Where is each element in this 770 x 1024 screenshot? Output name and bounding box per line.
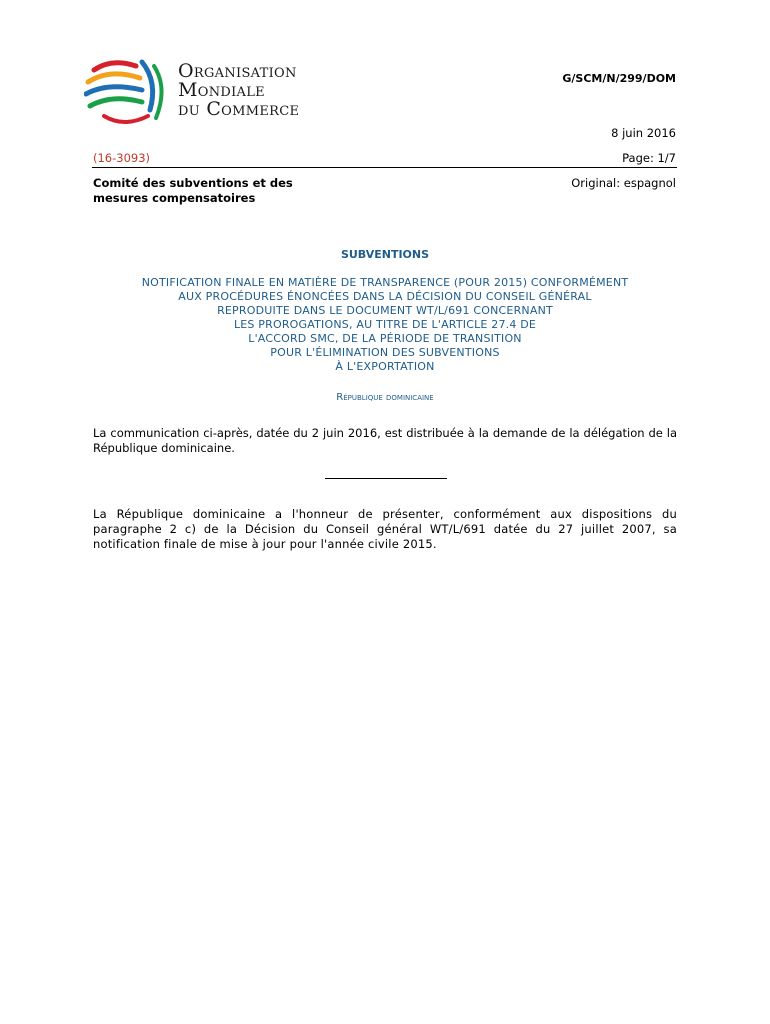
document-symbol: G/SCM/N/299/DOM bbox=[562, 72, 676, 85]
committee-name: Comité des subventions et des mesures compensatoires bbox=[93, 176, 293, 205]
subtitle-line: POUR L'ÉLIMINATION DES SUBVENTIONS bbox=[270, 346, 500, 359]
organization-line-2: Mondiale bbox=[178, 79, 265, 101]
document-subtitle bbox=[100, 276, 670, 374]
organization-line-1: Organisation bbox=[178, 60, 297, 82]
section-separator bbox=[325, 478, 447, 479]
document-date: 8 juin 2016 bbox=[611, 126, 676, 140]
subtitle-line: L'ACCORD SMC, DE LA PÉRIODE DE TRANSITION bbox=[248, 332, 522, 345]
intro-paragraph: La communication ci-après, datée du 2 juin 2016, est distribuée à la demande de la délégation de la République dominicaine. bbox=[93, 426, 677, 455]
country-name: République dominicaine bbox=[336, 392, 434, 403]
subtitle-line: AUX PROCÉDURES ÉNONCÉES DANS LA DÉCISION DU CONSEIL GÉNÉRAL bbox=[178, 290, 592, 303]
document-title: SUBVENTIONS bbox=[340, 248, 430, 261]
header-divider bbox=[92, 167, 677, 168]
page-number: Page: 1/7 bbox=[622, 151, 676, 165]
subtitle-line: LES PROROGATIONS, AU TITRE DE L'ARTICLE 27.4 DE bbox=[233, 318, 537, 331]
subtitle-line: À L'EXPORTATION bbox=[335, 360, 435, 373]
wto-logo bbox=[84, 56, 334, 132]
subtitle-line: REPRODUITE DANS LE DOCUMENT WT/L/691 CONCERNANT bbox=[217, 304, 553, 317]
original-language: Original: espagnol bbox=[571, 176, 676, 190]
document-number: (16-3093) bbox=[93, 151, 151, 165]
organization-line-3: du Commerce bbox=[178, 98, 300, 120]
body-paragraph: La République dominicaine a l'honneur de présenter, conformément aux dispositions du paragraphe 2 c) de la Décision du Conseil général WT/L/691 datée du 27 juillet 2007, sa notification finale de mise à jour pour l'année civile 2015. bbox=[93, 507, 677, 551]
wto-emblem-icon bbox=[84, 56, 168, 132]
organization-name bbox=[178, 62, 299, 119]
subtitle-line: NOTIFICATION FINALE EN MATIÈRE DE TRANSPARENCE (POUR 2015) CONFORMÉMENT bbox=[141, 276, 629, 289]
